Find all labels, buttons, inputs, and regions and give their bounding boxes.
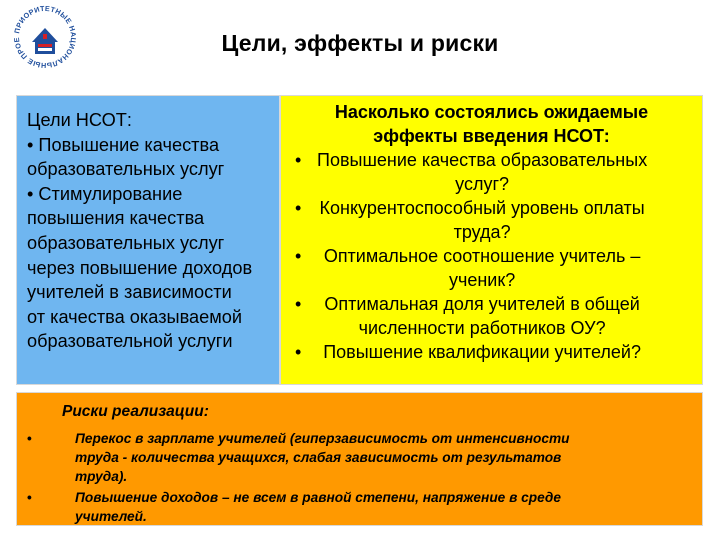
risks-panel — [16, 392, 703, 526]
goals-line: • Стимулирование — [27, 183, 183, 204]
goals-panel — [16, 95, 280, 385]
bullet: • — [295, 198, 302, 218]
goals-line: образовательной услуги — [27, 331, 233, 352]
bullet: • — [27, 431, 32, 446]
svg-text:ПРИОРИТЕТНЫЕ НАЦИОНАЛЬНЫЕ ПРОЕ: ПРИОРИТЕТНЫЕ НАЦИОНАЛЬНЫЕ ПРОЕ — [12, 4, 78, 70]
effects-title — [281, 101, 702, 148]
effects-item — [281, 340, 647, 364]
goals-line: образовательных услуг — [27, 159, 225, 180]
risks-title: Риски реализации: — [62, 403, 209, 420]
bullet: • — [295, 150, 302, 170]
effects-list — [281, 148, 647, 364]
goals-line: учителей в зависимости — [27, 282, 232, 303]
risks-item-line: труда). — [75, 469, 128, 484]
effects-item-line: услуг? — [455, 174, 510, 194]
effects-item-line: Повышение качества образовательных — [317, 150, 648, 170]
effects-item-line: Повышение квалификации учителей? — [323, 342, 641, 362]
risks-item — [27, 429, 694, 486]
effects-item — [281, 148, 647, 196]
goals-line: • Повышение качества — [27, 134, 220, 155]
goals-line: через повышение доходов — [27, 257, 253, 278]
goals-line: образовательных услуг — [27, 232, 225, 253]
risks-item-line: учителей. — [75, 509, 147, 524]
effects-item-line: труда? — [453, 222, 511, 242]
goals-text — [27, 108, 277, 354]
bullet: • — [295, 246, 302, 266]
effects-title-line: эффекты введения НСОТ: — [373, 125, 610, 146]
effects-item-line: Конкурентоспособный уровень оплаты — [319, 198, 645, 218]
goals-line: повышения качества — [27, 208, 205, 229]
page-title: Цели, эффекты и риски — [221, 30, 499, 56]
effects-item-line: Оптимальная доля учителей в общей — [324, 294, 640, 314]
effects-item — [281, 196, 647, 244]
risks-item-line: Перекос в зарплате учителей (гиперзависимость от интенсивности — [75, 431, 570, 446]
goals-line: от качества оказываемой — [27, 306, 243, 327]
effects-item-line: ученик? — [448, 270, 516, 290]
effects-item-line: Оптимальное соотношение учитель – — [323, 246, 641, 266]
risks-item — [27, 488, 694, 526]
effects-panel — [280, 95, 703, 385]
risks-item-line: труда - количества учащихся, слабая зависимость от результатов — [75, 450, 562, 465]
bullet: • — [27, 490, 32, 505]
effects-item-line: численности работников ОУ? — [358, 318, 606, 338]
goals-title: Цели НСОТ: — [27, 110, 132, 130]
bullet: • — [295, 342, 302, 362]
effects-title-line: Насколько состоялись ожидаемые — [334, 102, 649, 122]
bullet: • — [295, 294, 302, 314]
effects-item — [281, 244, 647, 292]
risks-item-line: Повышение доходов – не всем в равной степени, напряжение в среде — [75, 490, 561, 505]
effects-item — [281, 292, 647, 340]
